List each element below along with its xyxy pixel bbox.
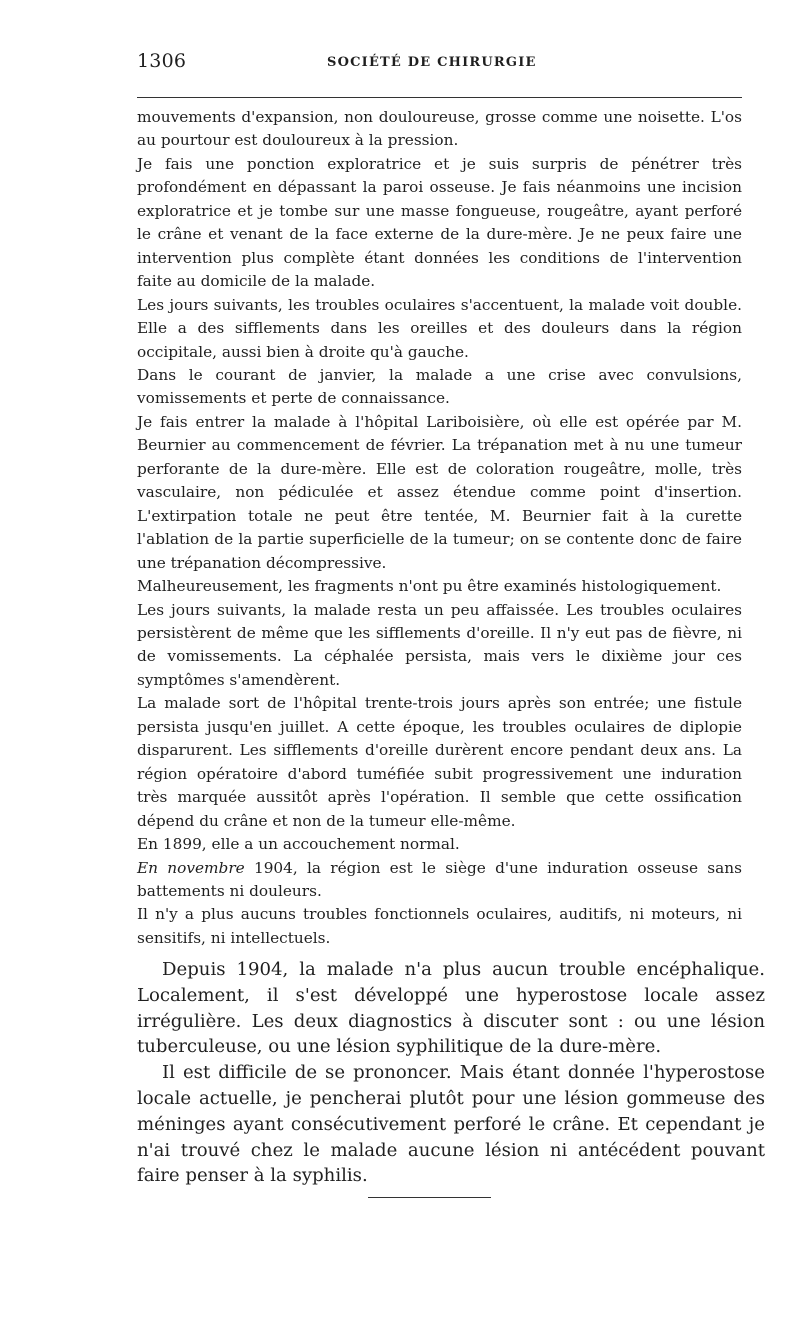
paragraph: Dans le courant de janvier, la malade a une crise avec convulsions, vomissements et perte de connaissance. bbox=[137, 365, 742, 408]
paragraph: La malade sort de l'hôpital trente-trois jours après son entrée; une fistule persista jusqu'en juillet. A cette époque, les troubles oculaires de diplopie disparurent. Les sifflements d'oreille durèrent encore pendant deux ans. La région opératoire d'abord tuméfiée subit progressivement une induration très marquée aussitôt après l'opération. Il semble que cette ossification dépend du crâne et non de la tumeur elle-même. bbox=[137, 694, 742, 830]
paragraph: En 1899, elle a un accouchement normal. bbox=[137, 835, 460, 854]
header-rule bbox=[137, 97, 742, 98]
paragraph: mouvements d'expansion, non douloureuse, grosse comme une noisette. L'os au pourtour est douloureux à la pression. bbox=[137, 108, 742, 150]
paragraph: Les jours suivants, les troubles oculaires s'accentuent, la malade voit double. Elle a des sifflements dans les oreilles et des douleurs dans la région occipitale, aussi bien à droite qu'à gauche. bbox=[137, 295, 742, 361]
paragraph-rest: 1904, la région est le siège d'une induration osseuse sans battements ni douleurs. bbox=[137, 858, 742, 900]
paragraph: Les jours suivants, la malade resta un peu affaissée. Les troubles oculaires persistèrent de même que les sifflements d'oreille. Il n'y eut pas de fièvre, ni de vomissements. La céphalée persista, mais vers le dixième jour ces symptômes s'amendèrent. bbox=[137, 600, 742, 689]
paragraph: Je fais une ponction exploratrice et je suis surpris de pénétrer très profondément en dépassant la paroi osseuse. Je fais néanmoins une incision exploratrice et je tombe sur une masse fongueuse, rougeâtre, ayant perforé le crâne et venant de la face externe de la dure-mère. Je ne peux faire une intervention plus complète étant données les conditions de l'intervention faite au domicile de la malade. bbox=[137, 154, 742, 291]
paragraph-november bbox=[137, 857, 742, 904]
page-number: 1306 bbox=[137, 50, 187, 72]
paragraph: Depuis 1904, la malade n'a plus aucun trouble encéphalique. Localement, il s'est développé une hyperostose locale assez irrégulière. Les deux diagnostics à discuter sont : ou une lésion tuberculeuse, ou une lésion syphilitique de la dure-mère. bbox=[137, 959, 765, 1058]
page-header bbox=[137, 50, 742, 80]
italic-lead: En novembre bbox=[137, 858, 245, 877]
paragraph: Il est difficile de se prononcer. Mais étant donnée l'hyperostose locale actuelle, je pencherai plutôt pour une lésion gommeuse des méninges ayant consécutivement perforé le crâne. Et cependant je n'ai trouvé chez le malade aucune lésion ni antécédent pouvant faire penser à la syphilis. bbox=[137, 1062, 765, 1187]
paragraph: Il n'y a plus aucuns troubles fonctionnels oculaires, auditifs, ni moteurs, ni sensitifs, ni intellectuels. bbox=[137, 905, 742, 947]
paragraph: Malheureusement, les fragments n'ont pu être examinés histologiquement. bbox=[137, 577, 722, 596]
section-end-rule bbox=[368, 1197, 491, 1198]
case-report-body bbox=[137, 106, 742, 950]
discussion-body bbox=[137, 957, 765, 1189]
paragraph: Je fais entrer la malade à l'hôpital Lariboisière, où elle est opérée par M. Beurnier au commencement de février. La trépanation met à nu une tumeur perforante de la dure-mère. Elle est de coloration rougeâtre, molle, très vasculaire, non pédiculée et assez étendue comme point d'insertion. L'extirpation totale ne peut être tentée, M. Beurnier fait à la curette l'ablation de la partie superficielle de la tumeur; on se contente donc de faire une trépanation décompressive. bbox=[137, 412, 742, 572]
running-head: SOCIÉTÉ DE CHIRURGIE bbox=[327, 55, 537, 70]
